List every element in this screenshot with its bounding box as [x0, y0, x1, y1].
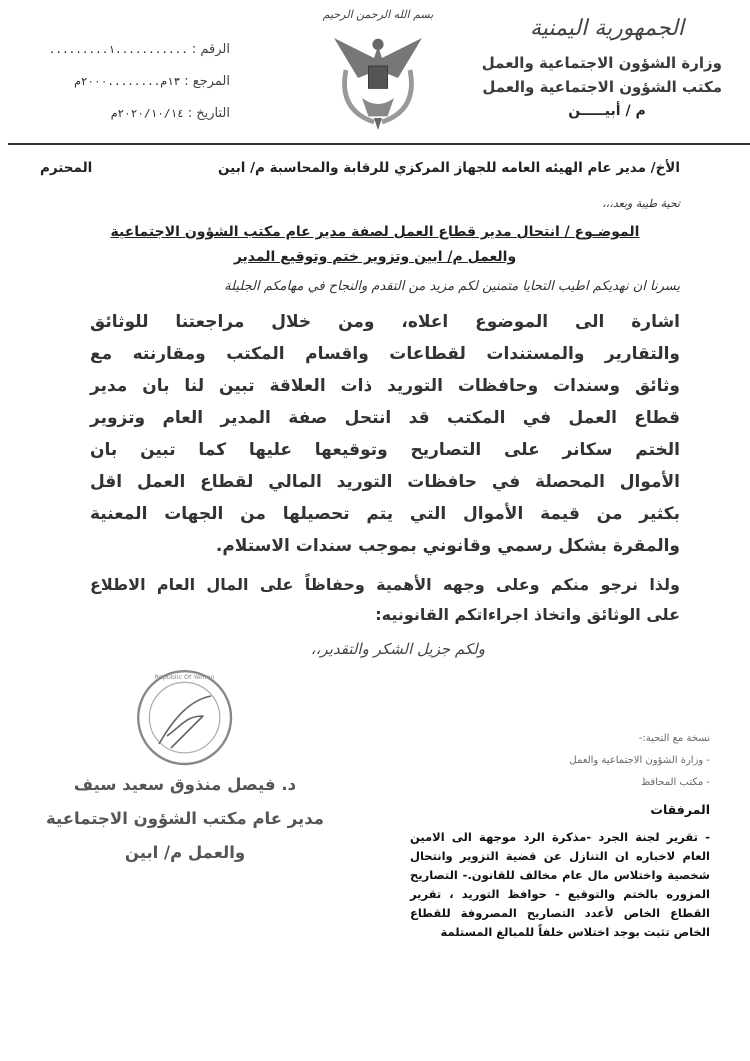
subject-line: والعمل م/ ابين وتزوير ختم وتوقيع المدير — [233, 249, 517, 265]
letter-body — [90, 306, 680, 562]
governorate: م / أبيـــــن — [568, 103, 646, 119]
date-value: ٢٠٢٠/١٠/١٤م — [110, 107, 184, 120]
thanks-line: ولكم جزيل الشكر والتقدير،، — [310, 640, 485, 658]
closing-line: على الوثائق واتخاذ اجراءاتكم القانونيه: — [375, 605, 680, 624]
body-line: اشارة الى الموضوع اعلاه، ومن خلال مراجعتنا للوثائق — [90, 312, 680, 332]
closing — [90, 570, 680, 630]
signatory-title: والعمل م/ ابين — [124, 843, 246, 862]
addressee: الأخ/ مدير عام الهيئه العامه للجهاز المركزي للرقابة والمحاسبة م/ ابين — [218, 160, 680, 176]
body-line: قطاع العمل في المكتب قد انتحل صفة المدير العام وتزوير — [90, 408, 680, 428]
body-line: الختم سكانر على التصاريح وتوقيعها عليها كما تبين بان — [90, 440, 680, 460]
body-line: بكثير من قيمة الأموال التي يتم تحصيلها من الجهات المعنية — [90, 504, 680, 524]
copy-recipient: - مكتب المحافظ — [640, 777, 710, 788]
reference-value: ١٣م........٢٠٠٠م — [74, 75, 181, 88]
letter-content — [40, 158, 710, 942]
subject — [60, 220, 690, 270]
reference-label: المرجع : — [184, 74, 230, 89]
attachments-text: - تقرير لجنة الجرد -مذكرة الرد موجهة الى الامين العام لاخباره ان التنازل عن قضية التزوير وانتحال شخصية واختلاس مال عام مخالف للقانون.- التصاريح المزوره بالختم والتوقيع - حوافظ التوريد ، تقرير القطاع الخاص لأعدد التصاريح المصروفة للقطاع الخاص تثبت بوجد اختلاس خلفاً للمبالغ المستلمة — [410, 830, 710, 939]
number-label: الرقم : — [191, 42, 230, 57]
eagle-emblem-icon — [318, 22, 438, 134]
republic-name: الجمهورية اليمنية — [529, 16, 685, 41]
yemen-emblem — [318, 8, 438, 136]
body-line: الأموال المحصلة في حافظات التوريد المالي لقطاع العمل اقل — [90, 472, 680, 492]
copy-recipient: - وزارة الشؤون الاجتماعية والعمل — [569, 755, 710, 766]
letter-meta — [30, 34, 230, 130]
stamp-text: Republic Of Yemen — [154, 673, 215, 682]
closing-line: ولذا نرجو منكم وعلى وجهه الأهمية وحفاظاً على المال العام الاطلاع — [90, 575, 680, 594]
signatory-title: مدير عام مكتب الشؤون الاجتماعية — [46, 809, 324, 828]
header-divider — [8, 143, 750, 145]
honorific: المحترم — [40, 160, 93, 176]
footer-right — [410, 668, 710, 942]
letter-footer — [40, 668, 710, 942]
signatory-name: د. فيصل منذوق سعيد سيف — [73, 775, 297, 794]
copies-list — [410, 728, 710, 794]
attachments-heading: المرفقات — [650, 802, 710, 817]
footer-left — [40, 668, 330, 942]
official-stamp-icon — [135, 668, 235, 768]
basmala: بسم الله الرحمن الرحيم — [322, 8, 434, 21]
date-label: التاريخ : — [187, 106, 230, 121]
number-value: ...........١......... — [48, 43, 188, 56]
body-line: والتقارير والمستندات لقطاعات واقسام المكتب ومقارنته مع — [90, 344, 680, 364]
copies-label: نسخة مع التحية:- — [638, 733, 710, 744]
signature-block — [40, 768, 330, 870]
addressee-line — [40, 158, 680, 178]
office-name: مكتب الشؤون الاجتماعية والعمل — [482, 78, 722, 96]
letterhead-right — [481, 16, 722, 119]
subject-line: الموضـوع / انتحال مدير قطاع العمل لصفة مدير عام مكتب الشؤون الاجتماعية — [110, 224, 640, 240]
greeting: تحية طيبة وبعد،،، — [602, 197, 680, 210]
opening-line: يسرنا ان نهديكم اطيب التحايا متمنين لكم مزيد من التقدم والنجاح في مهامكم الجليلة — [224, 279, 680, 294]
body-line: وثائق وسندات وحافظات التوريد ذات العلاقة تبين لنا بان مدير — [90, 376, 680, 396]
body-line: والمقرة بشكل رسمي وقانوني بموجب سندات الاستلام. — [215, 536, 680, 556]
ministry-name: وزارة الشؤون الاجتماعية والعمل — [481, 54, 722, 72]
